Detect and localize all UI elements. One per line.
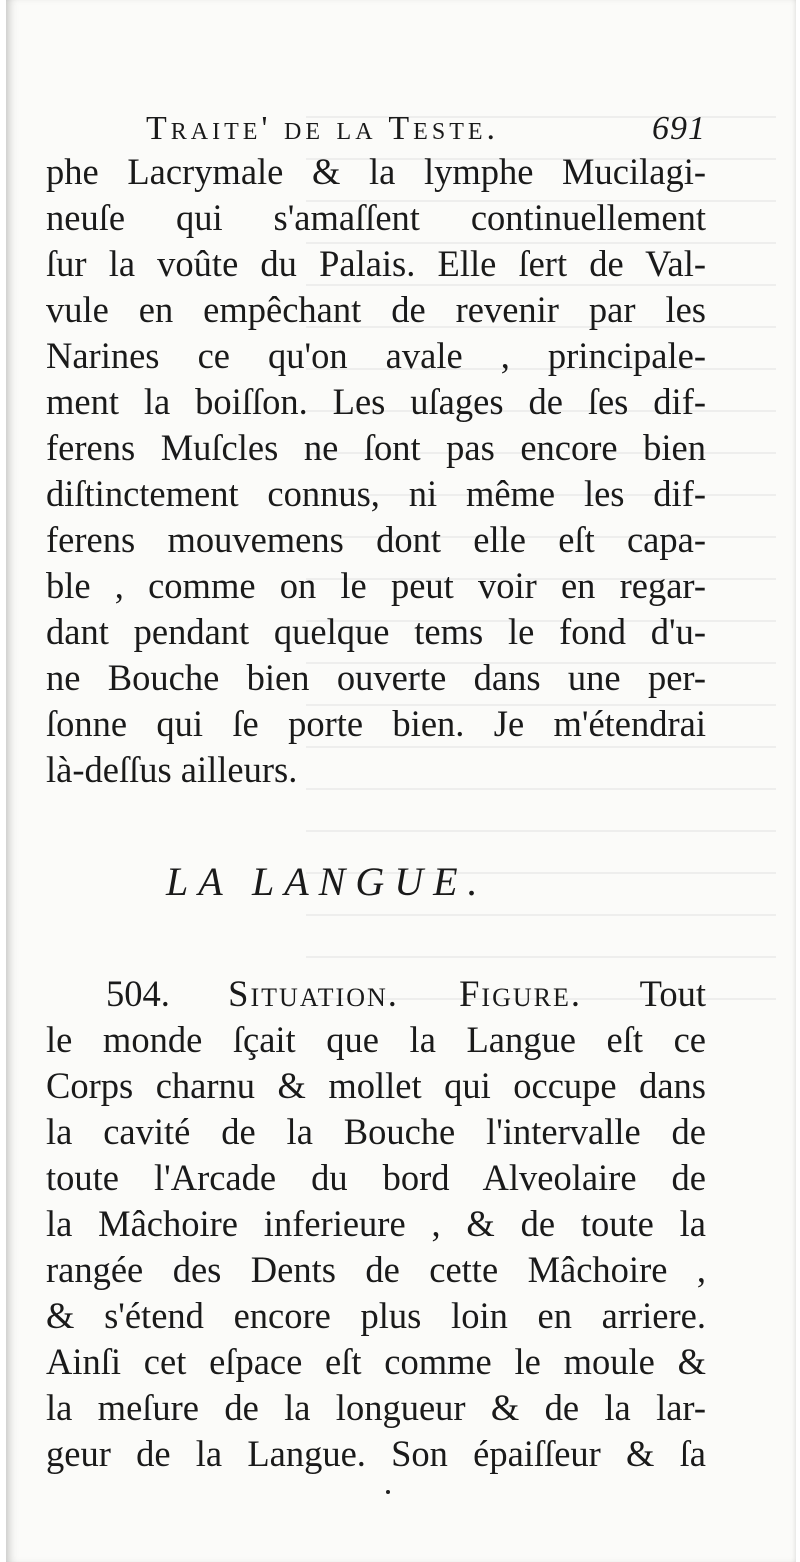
text-line: ſonne qui ſe porte bien. Je m'étendrai xyxy=(46,703,706,744)
text-line: geur de la Langue. Son épaiſſeur & ſa xyxy=(46,1433,706,1474)
text-line: ne Bouche bien ouverte dans une per- xyxy=(46,657,706,698)
text-line: ſur la voûte du Palais. Elle ſert de Val- xyxy=(46,243,706,284)
text-line: Corps charnu & mollet qui occupe dans xyxy=(46,1065,706,1106)
text-line: Ainſi cet eſpace eſt comme le moule & xyxy=(46,1341,706,1382)
text-line: ment la boiſſon. Les uſages de ſes dif- xyxy=(46,381,706,422)
text-line-last: là-deſſus ailleurs. xyxy=(46,749,298,790)
text-line: & s'étend encore plus loin en arriere. xyxy=(46,1295,706,1336)
text-line: neuſe qui s'amaſſent continuellement xyxy=(46,197,706,238)
page-number: 691 xyxy=(652,110,706,147)
text-line: la meſure de la longueur & de la lar- xyxy=(46,1387,706,1428)
text-line: ble , comme on le peut voir en regar- xyxy=(46,565,706,606)
paragraph-first-line xyxy=(106,972,706,1016)
text-line: rangée des Dents de cette Mâchoire , xyxy=(46,1249,706,1290)
text-line: le monde ſçait que la Langue eſt ce xyxy=(46,1019,706,1060)
text-line: ferens mouvemens dont elle eſt capa- xyxy=(46,519,706,560)
text-line: la cavité de la Bouche l'intervalle de xyxy=(46,1111,706,1152)
section-heading: LA LANGUE. xyxy=(166,859,488,904)
text-line: dant pendant quelque tems le fond d'u- xyxy=(46,611,706,652)
text-line: toute l'Arcade du bord Alveolaire de xyxy=(46,1157,706,1198)
paragraph-lead: Situation. Figure. xyxy=(228,973,582,1014)
text-line: phe Lacrymale & la lymphe Mucilagi- xyxy=(46,151,706,192)
text-line: Narines ce qu'on avale , principale- xyxy=(46,335,706,376)
text-line: vule en empêchant de revenir par les xyxy=(46,289,706,330)
running-header xyxy=(146,110,706,154)
book-page xyxy=(6,0,796,1562)
text-line: la Mâchoire inferieure , & de toute la xyxy=(46,1203,706,1244)
paragraph-first-line-rest: Tout xyxy=(639,973,706,1014)
ink-speck xyxy=(386,1490,390,1494)
text-line: ferens Muſcles ne ſont pas encore bien xyxy=(46,427,706,468)
text-line: diſtinctement connus, ni même les dif- xyxy=(46,473,706,514)
paragraph-number: 504. xyxy=(106,973,170,1014)
running-title: Traite' de la Teste. xyxy=(146,110,500,147)
